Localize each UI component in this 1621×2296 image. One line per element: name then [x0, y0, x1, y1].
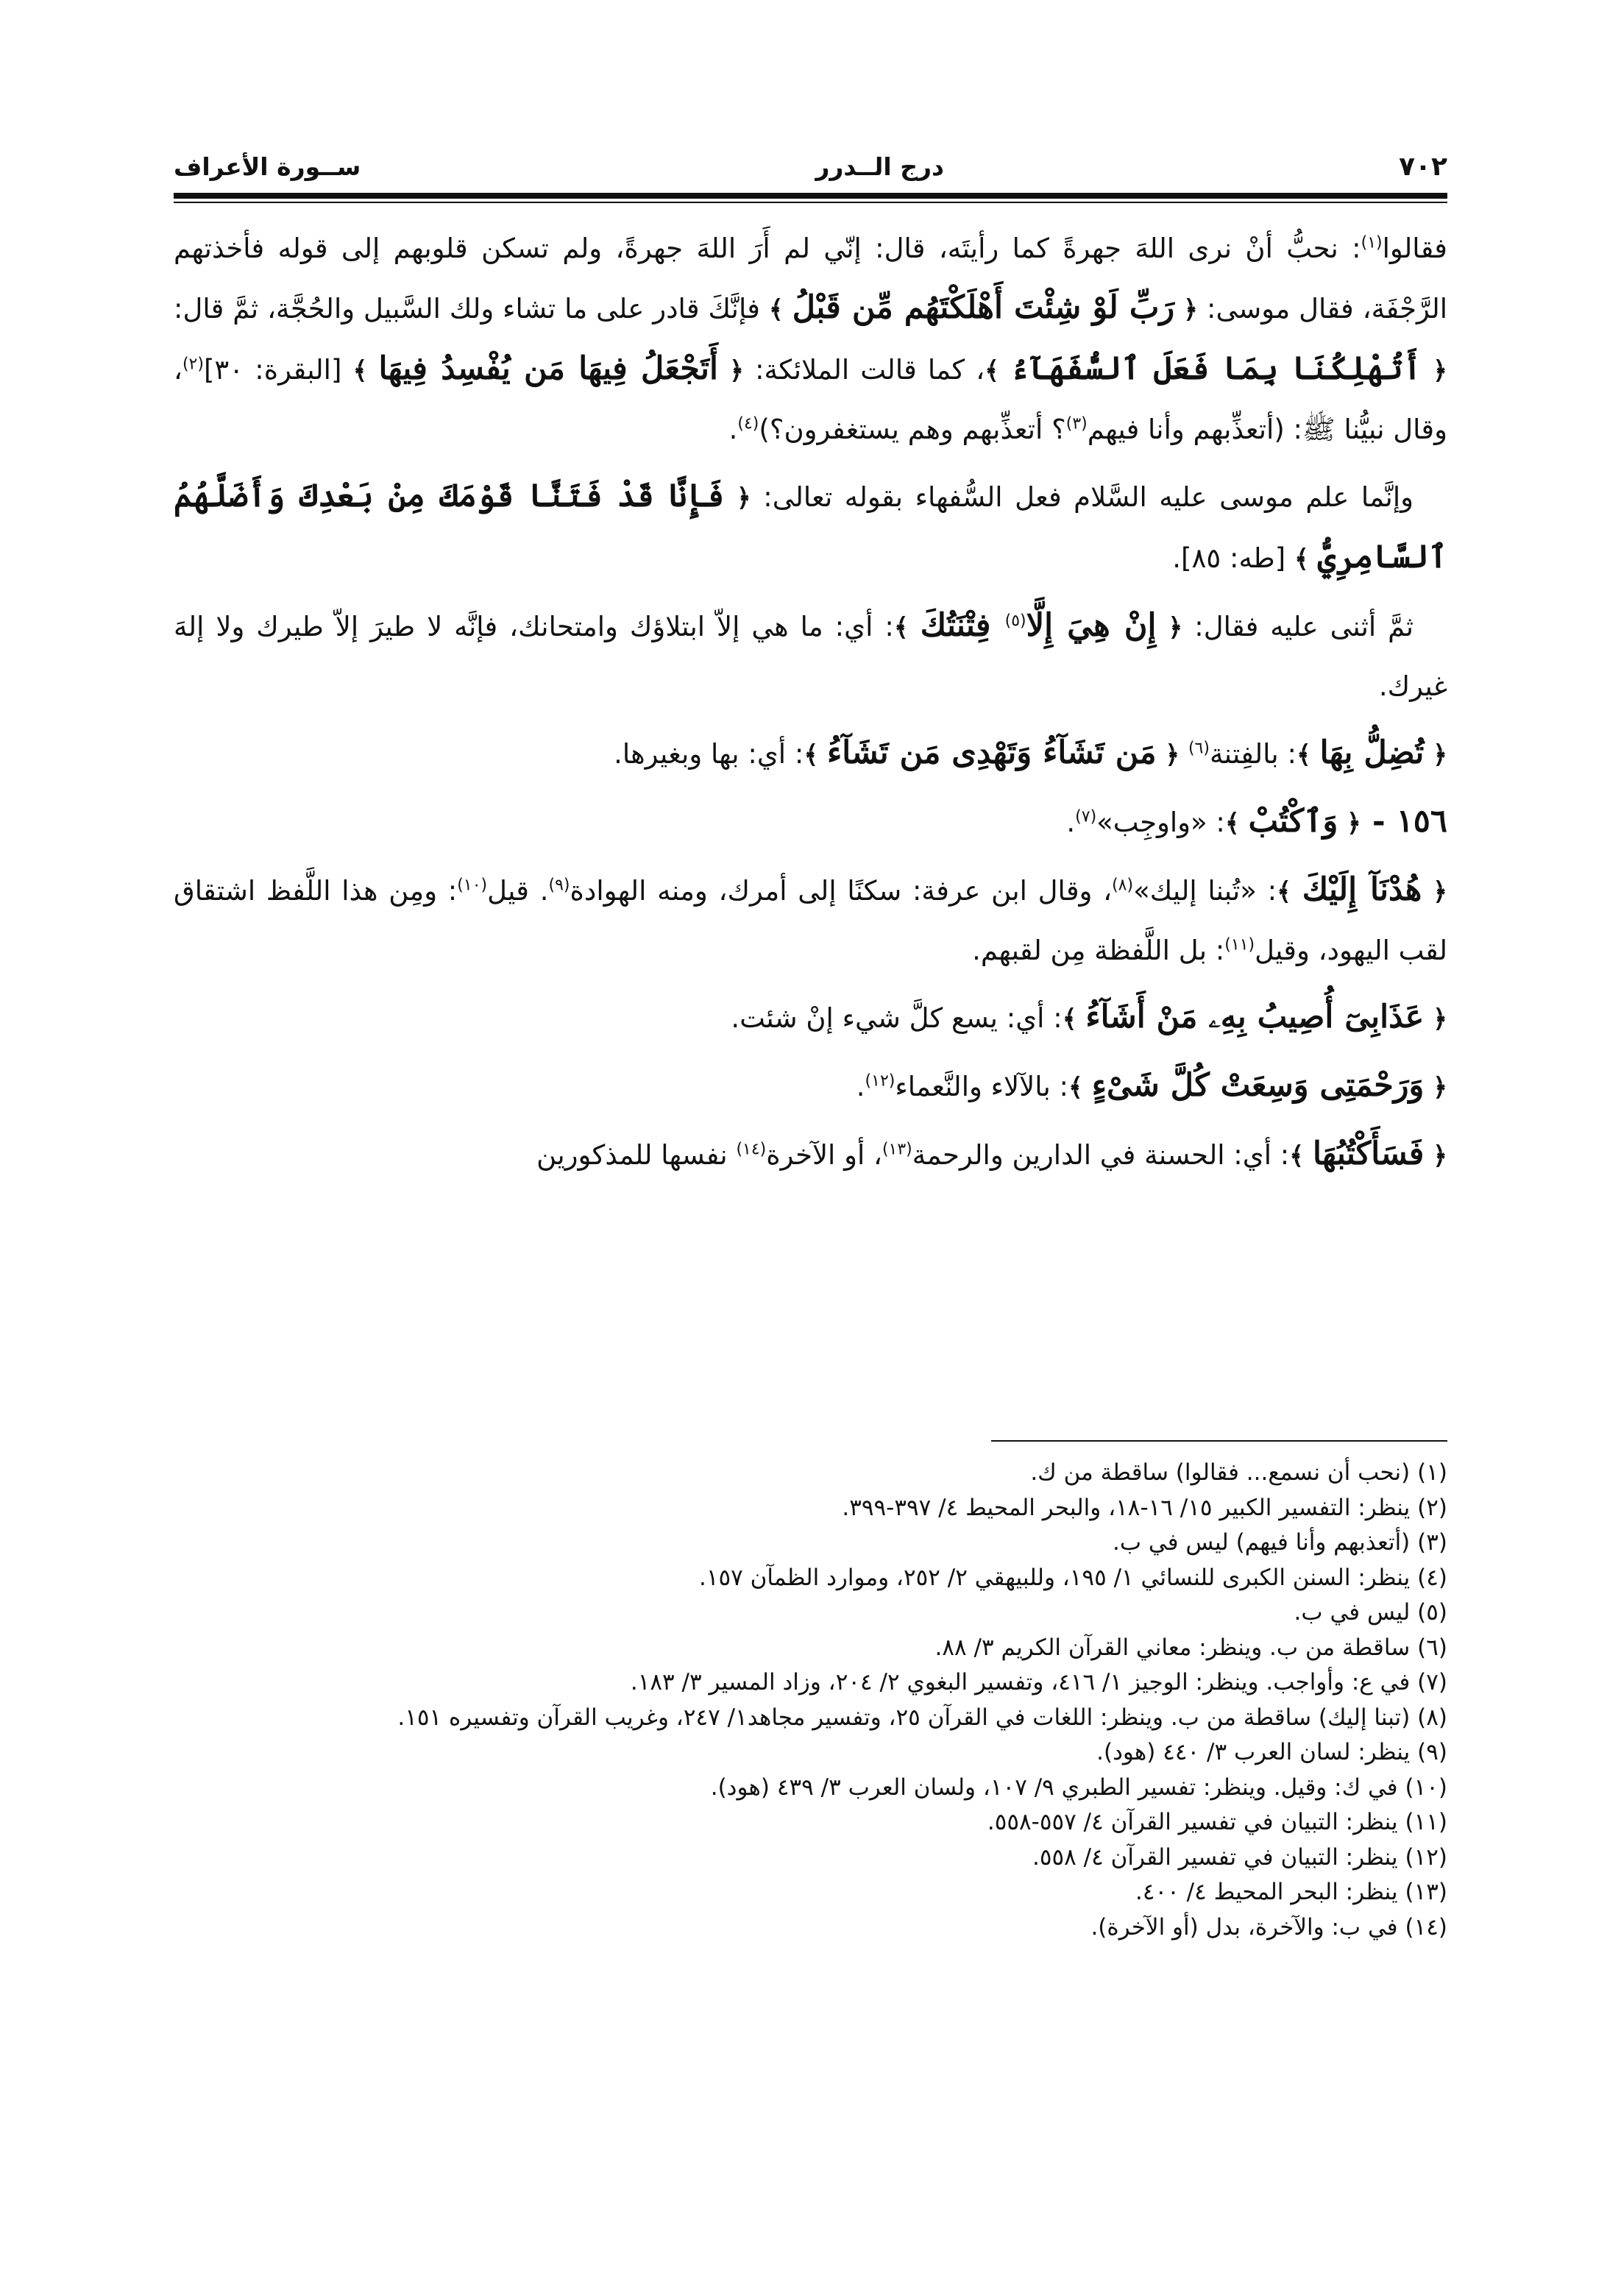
header-rule-thick: [174, 193, 1447, 199]
paragraph-8: [174, 1056, 1447, 1117]
quran-bracket-close: ﴾: [1296, 740, 1311, 770]
quran-verse: مَن تَشَآءُ وَتَهْدِى مَن تَشَآءُ: [827, 734, 1157, 771]
paragraph-9: [174, 1124, 1447, 1186]
footnote: (٤) ينظر: السنن الكبرى للنسائي ١/ ١٩٥، وللبيهقي ٢/ ٢٥٢، وموارد الظمآن ١٥٧.: [698, 1564, 1447, 1591]
footnote: (١٢) ينظر: التبيان في تفسير القرآن ٤/ ٥٥٨.: [1032, 1843, 1447, 1871]
quran-bracket-close: ﴾: [1289, 1141, 1305, 1171]
text: .: [856, 1071, 865, 1102]
paragraph-4: [174, 723, 1447, 784]
paragraph-2: [174, 467, 1447, 589]
surah-name: ســورة الأعراف: [174, 152, 361, 181]
quran-bracket-open: ﴿: [1433, 1005, 1447, 1034]
text: .: [1066, 807, 1076, 838]
footnote-ref[interactable]: (١٣): [882, 1140, 912, 1159]
text: : أي: ما هي إلاّ ابتلاؤك وامتحانك، فإنَّه لا طيرَ إلاّ طيرك ولا إلهَ غيرك.: [174, 611, 1447, 702]
footnote-ref[interactable]: (١): [1361, 233, 1383, 252]
footnote-ref[interactable]: (١١): [1224, 935, 1255, 954]
text: : بالفِتنة: [1209, 738, 1297, 770]
text: وإنَّما علم موسى عليه السَّلام فعل السُّفهاء بقوله تعالى:: [751, 481, 1414, 513]
quran-bracket-close: ﴾: [352, 356, 368, 386]
quran-bracket-open: ﴿: [1433, 1073, 1447, 1102]
quran-verse: أَتَجْعَلُ فِيهَا مَن يُفْسِدُ فِيهَا: [378, 350, 718, 387]
footnote-ref[interactable]: (٢): [182, 355, 204, 374]
footnote-ref[interactable]: (٧): [1075, 807, 1097, 826]
paragraph-5: [174, 792, 1447, 853]
quran-bracket-close: ﴾: [804, 740, 819, 770]
quran-verse: فَسَأَكْتُبُهَا: [1312, 1135, 1425, 1172]
verse-number: ١٥٦ -: [1361, 803, 1447, 840]
quran-bracket-open: ﴿: [1165, 740, 1180, 770]
header-rule-thin: [174, 202, 1447, 203]
running-head: [174, 144, 1447, 188]
text: ؟ أتعذِّبهم وهم يستغفرون؟): [759, 414, 1066, 445]
footnote: (٥) ليس في ب.: [1294, 1599, 1447, 1626]
footnote: (١١) ينظر: التبيان في تفسير القرآن ٤/ ٥٥٧-٥٥٨.: [987, 1809, 1447, 1835]
footnote: (٧) في ع: وأواجب. وينظر: الوجيز ١/ ٤١٦، وتفسير البغوي ٢/ ٢٠٤، وزاد المسير ٣/ ١٨٣.: [630, 1669, 1447, 1696]
text: : «تُبنا إليك»: [1133, 875, 1277, 907]
footnote-ref[interactable]: (١٤): [736, 1140, 767, 1159]
footnote-ref[interactable]: (٨): [1112, 876, 1134, 895]
footnote: (٢) ينظر: التفسير الكبير ١٥/ ١٦-١٨، والبحر المحيط ٤/ ٣٩٧-٣٩٩.: [842, 1494, 1447, 1521]
text: ، وقال نبيُّنا ﷺ: (أتعذِّبهم وأنا فيهم: [174, 354, 1447, 445]
footnotes: [174, 1456, 1447, 1945]
quran-bracket-close: ﴾: [1062, 1005, 1077, 1034]
quran-bracket-open: ﴿: [1433, 740, 1447, 770]
page-number: ٧٠٢: [1399, 151, 1447, 182]
text: : بل اللَّفظة مِن لقبهم.: [972, 935, 1225, 966]
quran-verse: أَتُهْلِكُنَا بِمَا فَعَلَ ٱلسُّفَهَآءُ: [1010, 350, 1422, 387]
text: : أي: الحسنة في الدارين والرحمة: [912, 1139, 1290, 1171]
footnote-ref[interactable]: (٣): [1065, 414, 1088, 433]
paragraph-6: [174, 860, 1447, 980]
footnote: (٨) (تبنا إليك) ساقطة من ب. وينظر: اللغات في القرآن ٢٥، وتفسير مجاهد١/ ٢٤٧، وغريب القرآن وتفسيره ١٥١.: [397, 1704, 1447, 1731]
footnote: (١) (نحب أن نسمع... فقالوا) ساقطة من ك.: [1030, 1459, 1447, 1486]
footnote-separator: [991, 1440, 1447, 1442]
quran-bracket-close: ﴾: [1277, 877, 1292, 907]
quran-verse: تُضِلُّ بِهَا: [1319, 734, 1425, 771]
quran-verse: رَبِّ لَوْ شِئْتَ أَهْلَكْتَهُم مِّن قَبْلُ: [792, 289, 1175, 326]
text: : «واوجِب»: [1096, 807, 1225, 838]
footnote: (٩) ينظر: لسان العرب ٣/ ٤٤٠ (هود).: [1096, 1739, 1447, 1765]
text: : أي: يسع كلَّ شيء إنْ شئت.: [731, 1002, 1063, 1034]
text: ، وقال ابن عرفة: سكنًا إلى أمرك، ومنه الهوادة: [570, 875, 1113, 907]
text: فقالوا: [1382, 233, 1447, 264]
footnote-ref[interactable]: (١٠): [457, 876, 488, 895]
quran-verse: إِنْ هِيَ إِلَّا: [1026, 607, 1157, 644]
text: : نحبُّ أنْ نرى اللهَ جهرةً كما رأيتَه، قال: إنّي لم أَرَ اللهَ جهرةً، ولم تسكن قلوبهم إلى قوله فأخذتهم الرَّجْفَة، فقال موسى:: [174, 233, 1448, 325]
footnote-ref[interactable]: (١٢): [865, 1071, 895, 1091]
quran-verse: وَرَحْمَتِى وَسِعَتْ كُلَّ شَىْءٍ: [1091, 1067, 1425, 1104]
text: [البقرة: ٣٠]: [203, 354, 353, 386]
quran-bracket-close: ﴾: [1294, 545, 1309, 574]
quran-bracket-close: ﴾: [985, 356, 1000, 386]
quran-bracket-open: ﴿: [736, 483, 751, 513]
quran-bracket-close: ﴾: [768, 295, 784, 325]
footnote-ref[interactable]: (٤): [737, 414, 759, 433]
quran-verse: وَٱكْتُبْ: [1248, 803, 1338, 840]
quran-verse: فَإِنَّا قَدْ فَتَنَّا قَوْمَكَ مِنْ بَعْدِكَ وَأَضَلَّهُمُ ٱلسَّامِرِيُّ: [174, 478, 1447, 575]
footnote-ref[interactable]: (٥): [1004, 612, 1026, 631]
quran-verse: هُدْنَآ إِلَيْكَ: [1302, 871, 1422, 908]
paragraph-1: [174, 219, 1447, 459]
quran-verse: فِتْنَتُكَ: [920, 607, 1005, 644]
quran-bracket-close: ﴾: [1068, 1073, 1083, 1102]
quran-bracket-close: ﴾: [893, 613, 909, 642]
text: [طه: ٨٥].: [1172, 542, 1294, 574]
text: ، كما قالت الملائكة:: [743, 354, 985, 386]
quran-bracket-open: ﴿: [729, 356, 744, 386]
quran-bracket-open: ﴿: [1433, 1141, 1447, 1171]
quran-bracket-open: ﴿: [1433, 356, 1447, 386]
quran-bracket-open: ﴿: [1168, 613, 1183, 642]
footnote: (١٤) في ب: والآخرة، بدل (أو الآخرة).: [1090, 1913, 1447, 1941]
main-text: [174, 219, 1447, 1193]
paragraph-7: [174, 988, 1447, 1049]
text: : أي: بها وبغيرها.: [614, 738, 804, 770]
text: ، أو الآخرة: [766, 1139, 882, 1171]
paragraph-3: [174, 596, 1447, 716]
quran-bracket-open: ﴿: [1183, 295, 1199, 325]
footnote: (١٣) ينظر: البحر المحيط ٤/ ٤٠٠.: [1135, 1879, 1447, 1905]
text: ثمَّ أثنى عليه فقال:: [1182, 611, 1414, 642]
footnote: (٣) (أتعذبهم وأنا فيهم) ليس في ب.: [1113, 1529, 1447, 1556]
quran-bracket-open: ﴿: [1346, 809, 1361, 838]
footnote: (١٠) في ك: وقيل. وينظر: تفسير الطبري ٩/ ١٠٧، ولسان العرب ٣/ ٤٣٩ (هود).: [710, 1774, 1447, 1801]
footnote-ref[interactable]: (٩): [548, 876, 570, 895]
quran-bracket-close: ﴾: [1224, 809, 1240, 838]
text: نفسها للمذكورين: [536, 1139, 737, 1171]
text: .: [728, 414, 738, 445]
quran-verse: عَذَابِىٓ أُصِيبُ بِهِۦ مَنْ أَشَآءُ: [1085, 999, 1425, 1035]
footnote: (٦) ساقطة من ب. وينظر: معاني القرآن الكريم ٣/ ٨٨.: [934, 1634, 1447, 1661]
text: فإنَّكَ قادر على ما تشاء ولك السَّبيل والحُجَّة، ثمَّ قال:: [174, 293, 769, 325]
footnote-ref[interactable]: (٦): [1188, 739, 1210, 758]
text: . قيل: [487, 875, 549, 907]
quran-bracket-open: ﴿: [1433, 877, 1447, 907]
text: : ومِن هذا اللَّفظ اشتقاق لقب اليهود، وقيل: [174, 875, 1447, 966]
book-title: درج الــدرر: [815, 152, 944, 181]
text: : بالآلاء والنَّعماء: [895, 1071, 1069, 1102]
